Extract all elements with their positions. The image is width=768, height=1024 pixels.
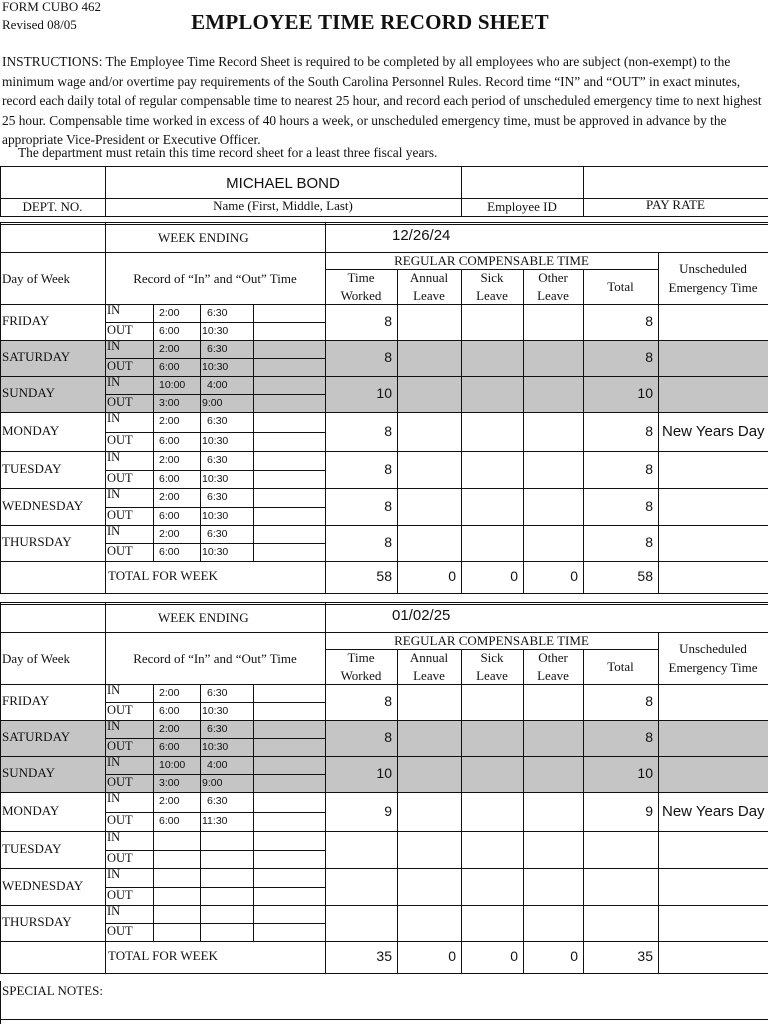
in-label: IN — [107, 867, 121, 881]
in-time-1[interactable]: 2:00 — [159, 528, 180, 540]
total-header: Total — [607, 659, 634, 674]
out-time-1[interactable]: 6:00 — [159, 361, 180, 373]
in-time-1[interactable]: 2:00 — [159, 307, 180, 319]
out-time-2[interactable]: 10:30 — [202, 705, 229, 717]
rule-line — [200, 868, 201, 905]
rule-line — [153, 684, 154, 720]
worked-value[interactable]: 8 — [384, 729, 392, 745]
emergency-note[interactable]: New Years Day — [662, 423, 765, 440]
week-total-total[interactable]: 58 — [637, 568, 653, 584]
day-of-week-header: Day of Week — [2, 271, 71, 286]
rule-line — [200, 304, 201, 340]
in-out-divider — [105, 738, 325, 739]
out-label: OUT — [107, 739, 133, 753]
out-label: OUT — [107, 359, 133, 373]
rule-line — [253, 488, 254, 525]
instructions-text: INSTRUCTIONS: The Employee Time Record Sheet is required to be completed by all employees who are subject (non-exempt) to the minimum wage and/or overtime pay requirements of the South Carolina Personnel Rules. Record time “IN” and “OUT” in exact minutes, record each daily total of regular compensable time to nearest 25 hour, and record each period of unscheduled emergency time to next highest 25 hour. Compensable time worked in excess of 40 hours a week, or unscheduled emergency time, must be approved in advance by the appropriate Vice-President or Executive Officer. — [2, 54, 762, 148]
total-value[interactable]: 8 — [645, 729, 653, 745]
in-time-2[interactable]: 6:30 — [207, 307, 228, 319]
week-total-sick[interactable]: 0 — [510, 568, 518, 584]
total-value[interactable]: 8 — [645, 349, 653, 365]
out-time-2[interactable]: 10:30 — [202, 546, 229, 558]
worked-value[interactable]: 8 — [384, 349, 392, 365]
out-label: OUT — [107, 775, 133, 789]
rule-line — [253, 451, 254, 488]
week-total-other[interactable]: 0 — [570, 948, 578, 964]
out-label: OUT — [107, 471, 133, 485]
rule-line — [253, 412, 254, 451]
out-label: OUT — [107, 508, 133, 522]
rule-line — [461, 649, 462, 973]
rule-line — [153, 451, 154, 488]
in-out-divider — [105, 394, 325, 395]
rule-line — [523, 269, 524, 593]
total-value[interactable]: 8 — [645, 461, 653, 477]
out-time-1[interactable]: 3:00 — [159, 777, 180, 789]
page-title: EMPLOYEE TIME RECORD SHEET — [191, 10, 549, 34]
out-time-1[interactable]: 3:00 — [159, 397, 180, 409]
out-label: OUT — [107, 851, 133, 865]
rule-line — [200, 488, 201, 525]
rule-line — [153, 756, 154, 792]
rule-line — [153, 525, 154, 561]
other-header-line1: Other — [538, 270, 568, 285]
table-bottom-line — [0, 593, 768, 594]
rule-line — [200, 376, 201, 412]
out-time-2[interactable]: 10:30 — [202, 510, 229, 522]
rule-line — [200, 684, 201, 720]
total-value[interactable]: 8 — [645, 693, 653, 709]
day-name: SUNDAY — [2, 385, 55, 400]
rule-line — [200, 412, 201, 451]
table-top-border — [0, 604, 768, 605]
day-name: THURSDAY — [2, 534, 72, 549]
sick-header-line1: Sick — [480, 270, 504, 285]
rule-line — [153, 376, 154, 412]
rule-line — [253, 831, 254, 868]
total-for-week-label: TOTAL FOR WEEK — [108, 948, 218, 963]
rule-line — [0, 632, 1, 633]
day-name: SATURDAY — [2, 349, 71, 364]
in-label: IN — [107, 487, 121, 501]
week-ending-label: WEEK ENDING — [158, 610, 249, 625]
in-out-divider — [105, 543, 325, 544]
employee-name[interactable]: MICHAEL BOND — [226, 175, 340, 192]
in-time-2[interactable]: 6:30 — [207, 454, 228, 466]
in-time-2[interactable]: 4:00 — [207, 759, 228, 771]
out-time-2[interactable]: 10:30 — [202, 361, 229, 373]
week-total-other[interactable]: 0 — [570, 568, 578, 584]
sick-header-line2: Leave — [476, 288, 508, 303]
in-label: IN — [107, 830, 121, 844]
sick-header-line1: Sick — [480, 650, 504, 665]
in-out-divider — [105, 507, 325, 508]
out-time-1[interactable]: 6:00 — [159, 546, 180, 558]
row-divider — [0, 561, 768, 562]
rule-line — [153, 304, 154, 340]
record-in-out-header: Record of “In” and “Out” Time — [133, 271, 297, 286]
rule-line — [153, 488, 154, 525]
out-label: OUT — [107, 323, 133, 337]
in-label: IN — [107, 339, 121, 353]
rule-line — [253, 684, 254, 720]
total-value[interactable]: 8 — [645, 313, 653, 329]
rule-line — [153, 792, 154, 831]
pay-rate-label: PAY RATE — [646, 197, 705, 212]
rule-line — [253, 376, 254, 412]
table-top-border — [0, 224, 768, 225]
day-name: TUESDAY — [2, 461, 62, 476]
rule-line — [397, 269, 398, 593]
rule-line — [200, 720, 201, 756]
out-time-2[interactable]: 10:30 — [202, 435, 229, 447]
day-name: TUESDAY — [2, 841, 62, 856]
worked-value[interactable]: 8 — [384, 693, 392, 709]
in-out-divider — [105, 812, 325, 813]
in-label: IN — [107, 411, 121, 425]
in-time-2[interactable]: 4:00 — [207, 379, 228, 391]
unscheduled-header-line2: Emergency Time — [668, 280, 758, 295]
worked-value[interactable]: 9 — [384, 803, 392, 819]
out-time-1[interactable]: 6:00 — [159, 815, 180, 827]
in-time-2[interactable]: 6:30 — [207, 795, 228, 807]
out-time-1[interactable]: 6:00 — [159, 325, 180, 337]
annual-header-line1: Annual — [409, 270, 449, 285]
worked-value[interactable]: 8 — [384, 461, 392, 477]
in-time-1[interactable]: 2:00 — [159, 454, 180, 466]
in-label: IN — [107, 303, 121, 317]
in-label: IN — [107, 524, 121, 538]
week-total-sick[interactable]: 0 — [510, 948, 518, 964]
rule-line — [200, 525, 201, 561]
out-time-2[interactable]: 11:30 — [202, 815, 228, 827]
week-total-annual[interactable]: 0 — [448, 568, 456, 584]
total-value[interactable]: 8 — [645, 498, 653, 514]
in-label: IN — [107, 375, 121, 389]
rule-line — [658, 632, 659, 973]
form-code: FORM CUBO 462 — [2, 0, 101, 14]
in-label: IN — [107, 719, 121, 733]
out-time-2[interactable]: 9:00 — [202, 397, 223, 409]
out-time-1[interactable]: 6:00 — [159, 741, 180, 753]
emergency-note[interactable]: New Years Day — [662, 803, 765, 820]
rule-line — [253, 868, 254, 905]
in-time-1[interactable]: 2:00 — [159, 687, 180, 699]
out-label: OUT — [107, 888, 133, 902]
in-time-1[interactable]: 2:00 — [159, 723, 180, 735]
day-name: SUNDAY — [2, 765, 55, 780]
in-label: IN — [107, 683, 121, 697]
week-total-total[interactable]: 35 — [637, 948, 653, 964]
total-value[interactable]: 8 — [645, 423, 653, 439]
worked-header-line1: Time — [347, 270, 375, 285]
worked-header-line1: Time — [347, 650, 375, 665]
worked-value[interactable]: 8 — [384, 423, 392, 439]
in-out-divider — [105, 702, 325, 703]
rule-line — [253, 304, 254, 340]
name-label: Name (First, Middle, Last) — [213, 198, 353, 213]
week-total-worked[interactable]: 35 — [376, 948, 392, 964]
rule-line — [153, 412, 154, 451]
total-value[interactable]: 9 — [645, 803, 653, 819]
out-time-1[interactable]: 6:00 — [159, 705, 180, 717]
in-label: IN — [107, 904, 121, 918]
total-value[interactable]: 10 — [637, 765, 653, 781]
out-time-1[interactable]: 6:00 — [159, 510, 180, 522]
rule-line — [523, 649, 524, 973]
sick-header-line2: Leave — [476, 668, 508, 683]
retention-note: The department must retain this time record sheet for a least three fiscal years. — [18, 145, 438, 160]
out-time-1[interactable]: 6:00 — [159, 435, 180, 447]
rule-line — [153, 905, 154, 941]
out-label: OUT — [107, 924, 133, 938]
in-time-1[interactable]: 10:00 — [159, 379, 186, 391]
in-out-divider — [105, 432, 325, 433]
worked-header-line2: Worked — [340, 288, 382, 303]
worked-value[interactable]: 10 — [376, 765, 392, 781]
day-name: FRIDAY — [2, 693, 50, 708]
week-ending-date[interactable]: 12/26/24 — [392, 227, 451, 244]
in-time-2[interactable]: 6:30 — [207, 528, 228, 540]
in-time-1[interactable]: 2:00 — [159, 415, 180, 427]
regular-comp-header: REGULAR COMPENSABLE TIME — [394, 253, 589, 268]
rule-line — [253, 756, 254, 792]
worked-value[interactable]: 10 — [376, 385, 392, 401]
annual-header-line2: Leave — [413, 668, 445, 683]
in-label: IN — [107, 450, 121, 464]
in-time-2[interactable]: 6:30 — [207, 723, 228, 735]
out-label: OUT — [107, 703, 133, 717]
out-time-2[interactable]: 10:30 — [202, 473, 229, 485]
in-time-1[interactable]: 2:00 — [159, 343, 180, 355]
in-out-divider — [105, 850, 325, 851]
rule-line — [253, 720, 254, 756]
out-label: OUT — [107, 544, 133, 558]
week-total-worked[interactable]: 58 — [376, 568, 392, 584]
in-out-divider — [105, 322, 325, 323]
rule-line — [253, 792, 254, 831]
dept-number-label: DEPT. NO. — [22, 199, 83, 214]
day-name: FRIDAY — [2, 313, 50, 328]
rule-line — [253, 905, 254, 941]
out-time-1[interactable]: 6:00 — [159, 473, 180, 485]
employee-id-label: Employee ID — [487, 199, 557, 214]
in-label: IN — [107, 755, 121, 769]
unscheduled-header-line1: Unscheduled — [679, 641, 747, 656]
in-out-divider — [105, 358, 325, 359]
rule-line — [253, 525, 254, 561]
unscheduled-header-line1: Unscheduled — [679, 261, 747, 276]
worked-value[interactable]: 8 — [384, 498, 392, 514]
day-of-week-header: Day of Week — [2, 651, 71, 666]
in-time-1[interactable]: 2:00 — [159, 795, 180, 807]
left-border — [0, 222, 1, 593]
rule-line — [105, 602, 106, 632]
other-header-line2: Leave — [537, 668, 569, 683]
total-header: Total — [607, 279, 634, 294]
rule-line — [0, 252, 1, 253]
in-time-1[interactable]: 2:00 — [159, 491, 180, 503]
table-bottom-line — [0, 973, 768, 974]
worked-value[interactable]: 8 — [384, 313, 392, 329]
day-name: MONDAY — [2, 423, 60, 438]
table-top-border — [0, 222, 768, 223]
total-value[interactable]: 8 — [645, 534, 653, 550]
week-ending-label: WEEK ENDING — [158, 230, 249, 245]
day-name: MONDAY — [2, 803, 60, 818]
rule-line — [105, 222, 106, 252]
table-top-border — [0, 602, 768, 603]
worked-header-line2: Worked — [340, 668, 382, 683]
rule-line — [658, 252, 659, 593]
in-time-2[interactable]: 6:30 — [207, 687, 228, 699]
out-label: OUT — [107, 433, 133, 447]
day-name: WEDNESDAY — [2, 878, 84, 893]
rule-line — [153, 720, 154, 756]
out-time-2[interactable]: 10:30 — [202, 325, 229, 337]
rule-line — [200, 340, 201, 376]
in-out-divider — [105, 887, 325, 888]
week-total-annual[interactable]: 0 — [448, 948, 456, 964]
rule-line — [200, 756, 201, 792]
total-for-week-label: TOTAL FOR WEEK — [108, 568, 218, 583]
out-time-2[interactable]: 9:00 — [202, 777, 223, 789]
other-header-line1: Other — [538, 650, 568, 665]
rule-line — [153, 340, 154, 376]
rule-line — [200, 831, 201, 868]
rule-line — [397, 649, 398, 973]
rule-line — [200, 451, 201, 488]
in-label: IN — [107, 791, 121, 805]
in-time-1[interactable]: 10:00 — [159, 759, 186, 771]
day-name: THURSDAY — [2, 914, 72, 929]
regular-comp-header: REGULAR COMPENSABLE TIME — [394, 633, 589, 648]
in-time-2[interactable]: 6:30 — [207, 343, 228, 355]
day-name: SATURDAY — [2, 729, 71, 744]
rule-line — [200, 792, 201, 831]
rule-line — [153, 831, 154, 868]
unscheduled-header-line2: Emergency Time — [668, 660, 758, 675]
rule-line — [200, 905, 201, 941]
rule-line — [153, 868, 154, 905]
form-revision: Revised 08/05 — [2, 17, 77, 32]
in-time-2[interactable]: 6:30 — [207, 491, 228, 503]
annual-header-line2: Leave — [413, 288, 445, 303]
day-name: WEDNESDAY — [2, 498, 84, 513]
out-time-2[interactable]: 10:30 — [202, 741, 229, 753]
rule-line — [253, 340, 254, 376]
in-time-2[interactable]: 6:30 — [207, 415, 228, 427]
annual-header-line1: Annual — [409, 650, 449, 665]
rule-line — [105, 632, 106, 973]
in-out-divider — [105, 774, 325, 775]
special-notes-label: SPECIAL NOTES: — [2, 983, 103, 998]
left-border — [0, 602, 1, 973]
in-out-divider — [105, 470, 325, 471]
worked-value[interactable]: 8 — [384, 534, 392, 550]
rule-line — [461, 269, 462, 593]
out-label: OUT — [107, 395, 133, 409]
out-label: OUT — [107, 813, 133, 827]
week-ending-date[interactable]: 01/02/25 — [392, 607, 451, 624]
row-divider — [0, 941, 768, 942]
other-header-line2: Leave — [537, 288, 569, 303]
rule-line — [105, 252, 106, 593]
in-out-divider — [105, 923, 325, 924]
record-in-out-header: Record of “In” and “Out” Time — [133, 651, 297, 666]
total-value[interactable]: 10 — [637, 385, 653, 401]
